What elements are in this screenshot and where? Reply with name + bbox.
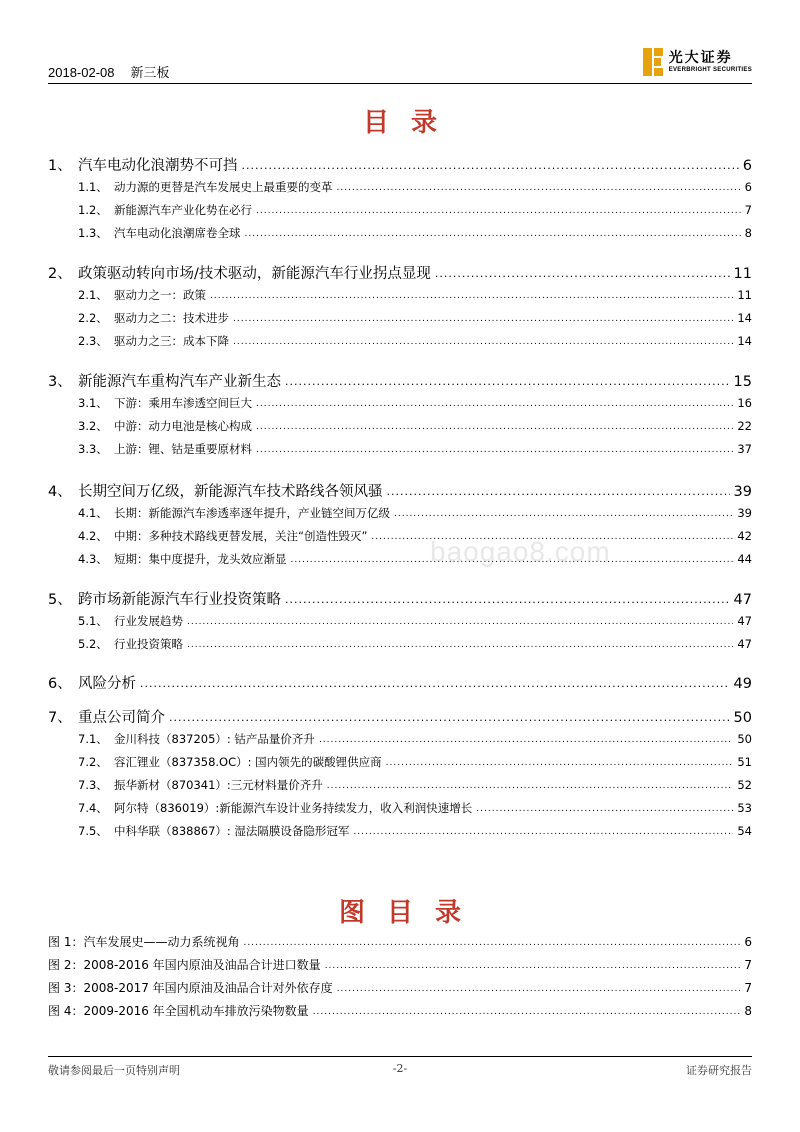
dot-leader — [256, 418, 733, 432]
dot-leader — [242, 157, 739, 173]
entry-page-number: 52 — [737, 778, 752, 792]
entry-title[interactable]: 图 2：2008-2016 年国内原油及油品合计进口数量 — [48, 958, 321, 972]
header-meta — [48, 62, 170, 81]
entry-title[interactable]: 汽车电动化浪潮席卷全球 — [114, 226, 241, 240]
footer-disclaimer: 敬请参阅最后一页特别声明 — [48, 1064, 180, 1077]
entry-title[interactable]: 金川科技（837205）: 钴产品量价齐升 — [114, 732, 315, 746]
dot-leader — [387, 483, 730, 499]
entry-page-number: 39 — [737, 506, 752, 520]
dot-leader — [325, 957, 741, 971]
entry-page-number: 11 — [733, 266, 752, 282]
entry-number: 5.1、 — [78, 614, 108, 628]
entry-number: 1.2、 — [78, 203, 108, 217]
dot-leader — [140, 675, 730, 691]
toc-section-5[interactable] — [48, 588, 752, 609]
toc-heading: 目录 — [362, 108, 459, 138]
dot-leader — [243, 934, 740, 948]
report-date: 2018-02-08 — [48, 65, 115, 80]
entry-title[interactable]: 动力源的更替是汽车发展史上最重要的变革 — [114, 180, 333, 194]
entry-page-number: 37 — [737, 442, 752, 456]
entry-number: 2、 — [48, 266, 72, 282]
entry-number: 5.2、 — [78, 637, 108, 651]
dot-leader — [187, 613, 733, 627]
entry-page-number: 6 — [742, 158, 752, 174]
entry-title[interactable]: 下游：乘用车渗透空间巨大 — [114, 396, 252, 410]
figure-entry-2[interactable] — [48, 956, 752, 973]
entry-number: 5、 — [48, 592, 72, 608]
entry-title[interactable]: 图 1：汽车发展史——动力系统视角 — [48, 935, 240, 949]
entry-title[interactable]: 重点公司简介 — [78, 710, 165, 726]
entry-page-number: 8 — [744, 1004, 752, 1018]
entry-number: 6、 — [48, 676, 72, 692]
entry-number: 1.3、 — [78, 226, 108, 240]
dot-leader — [256, 441, 733, 455]
entry-page-number: 7 — [744, 958, 752, 972]
entry-page-number: 7 — [744, 981, 752, 995]
dot-leader — [210, 287, 733, 301]
dot-leader — [233, 310, 733, 324]
entry-page-number: 44 — [737, 552, 752, 566]
entry-page-number: 47 — [737, 614, 752, 628]
report-board: 新三板 — [130, 65, 170, 80]
entry-number: 4、 — [48, 484, 72, 500]
dot-leader — [435, 265, 730, 281]
entry-page-number: 14 — [737, 334, 752, 348]
entry-page-number: 53 — [737, 801, 752, 815]
entry-page-number: 42 — [737, 529, 752, 543]
toc-subsection-2-3[interactable] — [48, 333, 752, 349]
toc-subsection-4-3[interactable] — [48, 551, 752, 567]
toc-subsection-1-2[interactable] — [48, 202, 752, 218]
entry-number: 4.2、 — [78, 529, 108, 543]
toc-section-6[interactable] — [48, 672, 752, 693]
entry-number: 7.5、 — [78, 824, 108, 838]
entry-number: 2.1、 — [78, 288, 108, 302]
entry-number: 2.3、 — [78, 334, 108, 348]
toc-subsection-7-1[interactable] — [48, 731, 752, 747]
entry-number: 2.2、 — [78, 311, 108, 325]
entry-title[interactable]: 行业投资策略 — [114, 637, 183, 651]
logo-chinese-name: 光大证券 — [668, 50, 733, 66]
toc-subsection-1-1[interactable] — [48, 179, 752, 195]
entry-title[interactable]: 驱动力之二：技术进步 — [114, 311, 229, 325]
entry-title[interactable]: 短期：集中度提升，龙头效应渐显 — [114, 552, 287, 566]
toc-subsection-1-3[interactable] — [48, 225, 752, 241]
entry-title[interactable]: 上游：锂、钴是重要原材料 — [114, 442, 252, 456]
toc-subsection-7-4[interactable] — [48, 800, 752, 816]
entry-title[interactable]: 振华新材（870341）:三元材料量价齐升 — [114, 778, 323, 792]
dot-leader — [337, 179, 741, 193]
entry-page-number: 16 — [737, 396, 752, 410]
entry-number: 1、 — [48, 158, 72, 174]
dot-leader — [319, 731, 733, 745]
entry-title[interactable]: 行业发展趋势 — [114, 614, 183, 628]
entry-title[interactable]: 新能源汽车重构汽车产业新生态 — [78, 374, 281, 390]
toc-subsection-7-3[interactable] — [48, 777, 752, 793]
dot-leader — [256, 202, 741, 216]
dot-leader — [386, 754, 734, 768]
entry-number: 7.2、 — [78, 755, 108, 769]
toc-subsection-7-2[interactable] — [48, 754, 752, 770]
dot-leader — [394, 505, 733, 519]
everbright-logo — [643, 48, 752, 76]
dot-leader — [285, 591, 730, 607]
everbright-logo-icon — [643, 48, 663, 76]
dot-leader — [476, 800, 733, 814]
page-header — [48, 46, 752, 84]
footer-report-type: 证券研究报告 — [686, 1064, 752, 1077]
dot-leader — [169, 709, 730, 725]
entry-page-number: 50 — [733, 710, 752, 726]
page-footer — [48, 1056, 752, 1080]
entry-number: 7、 — [48, 710, 72, 726]
entry-page-number: 11 — [737, 288, 752, 302]
watermark: baogao8.com — [430, 536, 611, 567]
page-number: -2- — [392, 1062, 408, 1075]
entry-title[interactable]: 长期空间万亿级，新能源汽车技术路线各领风骚 — [78, 484, 383, 500]
entry-page-number: 50 — [737, 732, 752, 746]
entry-title[interactable]: 风险分析 — [78, 676, 136, 692]
entry-page-number: 8 — [744, 226, 752, 240]
dot-leader — [245, 225, 741, 239]
entry-title[interactable]: 中游：动力电池是核心构成 — [114, 419, 252, 433]
entry-page-number: 47 — [733, 592, 752, 608]
entry-page-number: 54 — [737, 824, 752, 838]
entry-title[interactable]: 阿尔特（836019）:新能源汽车设计业务持续发力，收入利润快速增长 — [114, 801, 473, 815]
entry-title[interactable]: 中期：多种技术路线更替发展，关注“创造性毁灭” — [114, 529, 368, 543]
entry-title[interactable]: 驱动力之三：成本下降 — [114, 334, 229, 348]
toc-subsection-2-2[interactable] — [48, 310, 752, 326]
entry-number: 4.3、 — [78, 552, 108, 566]
logo-english-name: EVERBRIGHT SECURITIES — [668, 67, 752, 73]
toc-subsection-3-1[interactable] — [48, 395, 752, 411]
figure-entry-4[interactable] — [48, 1002, 752, 1019]
entry-title[interactable]: 中科华联（838867）: 湿法隔膜设备隐形冠军 — [114, 824, 350, 838]
entry-page-number: 6 — [744, 180, 752, 194]
entry-title[interactable]: 长期：新能源汽车渗透率逐年提升，产业链空间万亿级 — [114, 506, 390, 520]
entry-page-number: 22 — [737, 419, 752, 433]
entry-page-number: 7 — [744, 203, 752, 217]
entry-page-number: 15 — [733, 374, 752, 390]
entry-title[interactable]: 汽车电动化浪潮势不可挡 — [78, 158, 238, 174]
toc-subsection-4-2[interactable] — [48, 528, 752, 544]
entry-number: 7.4、 — [78, 801, 108, 815]
entry-title[interactable]: 图 3：2008-2017 年国内原油及油品合计对外依存度 — [48, 981, 333, 995]
toc-section-3[interactable] — [48, 370, 752, 391]
toc-section-7[interactable] — [48, 706, 752, 727]
dot-leader — [187, 636, 733, 650]
dot-leader — [256, 395, 733, 409]
entry-page-number: 51 — [737, 755, 752, 769]
toc-subsection-3-2[interactable] — [48, 418, 752, 434]
toc-subsection-2-1[interactable] — [48, 287, 752, 303]
entry-page-number: 39 — [733, 484, 752, 500]
entry-title[interactable]: 跨市场新能源汽车行业投资策略 — [78, 592, 281, 608]
toc-subsection-3-3[interactable] — [48, 441, 752, 457]
figure-entry-1[interactable] — [48, 933, 752, 950]
toc-subsection-7-5[interactable] — [48, 823, 752, 839]
toc-subsection-5-2[interactable] — [48, 636, 752, 652]
entry-title[interactable]: 驱动力之一：政策 — [114, 288, 206, 302]
toc-section-4[interactable] — [48, 480, 752, 501]
dot-leader — [353, 823, 733, 837]
entry-number: 7.3、 — [78, 778, 108, 792]
entry-number: 3.2、 — [78, 419, 108, 433]
toc-subsection-5-1[interactable] — [48, 613, 752, 629]
entry-number: 4.1、 — [78, 506, 108, 520]
entry-page-number: 14 — [737, 311, 752, 325]
entry-number: 3、 — [48, 374, 72, 390]
dot-leader — [313, 1003, 741, 1017]
entry-title[interactable]: 图 4：2009-2016 年全国机动车排放污染物数量 — [48, 1004, 309, 1018]
entry-number: 7.1、 — [78, 732, 108, 746]
entry-number: 3.3、 — [78, 442, 108, 456]
entry-number: 3.1、 — [78, 396, 108, 410]
entry-number: 1.1、 — [78, 180, 108, 194]
entry-title[interactable]: 新能源汽车产业化势在必行 — [114, 203, 252, 217]
figure-entry-3[interactable] — [48, 979, 752, 996]
entry-page-number: 49 — [733, 676, 752, 692]
dot-leader — [337, 980, 741, 994]
dot-leader — [233, 333, 733, 347]
dot-leader — [327, 777, 734, 791]
figure-list-heading: 图目录 — [338, 898, 483, 928]
toc-section-1[interactable] — [48, 154, 752, 175]
entry-page-number: 47 — [737, 637, 752, 651]
entry-title[interactable]: 政策驱动转向市场/技术驱动，新能源汽车行业拐点显现 — [78, 266, 431, 282]
toc-subsection-4-1[interactable] — [48, 505, 752, 521]
toc-section-2[interactable] — [48, 262, 752, 283]
dot-leader — [285, 373, 730, 389]
entry-title[interactable]: 容汇锂业（837358.OC）: 国内领先的碳酸锂供应商 — [114, 755, 382, 769]
entry-page-number: 6 — [744, 935, 752, 949]
